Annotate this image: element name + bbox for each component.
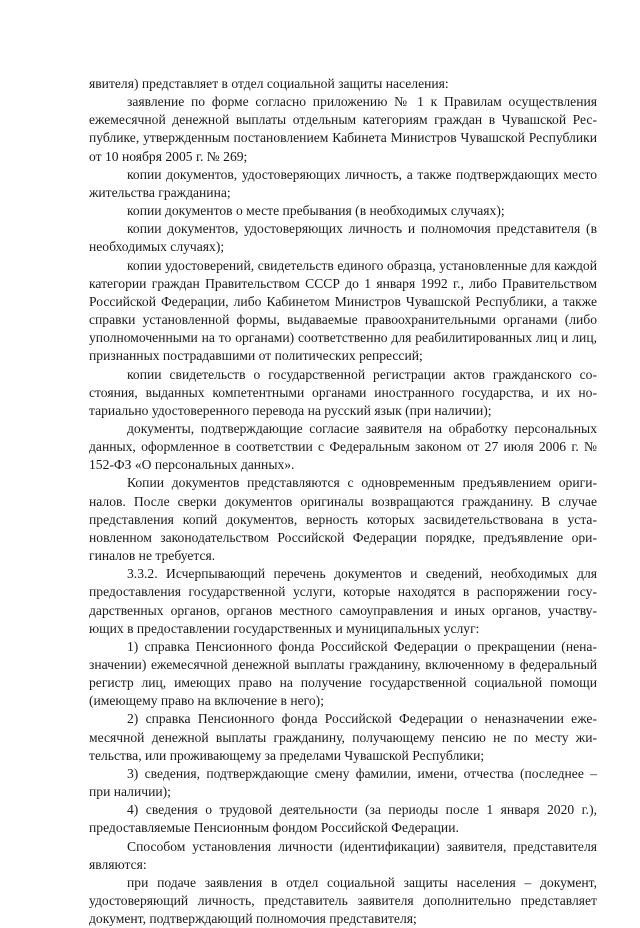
list-item-2: 2) справка Пенсионного фонда Российской Федерации о неназначении ежемесячной денежной выплаты гражданину, получающему пенсию не по месту жительства, или проживающему за пределами Чувашской Республики; [89,711,597,763]
paragraph-identity-copies: копии документов, удостоверяющих личность, а также подтверждающих место жительства гражданина; [89,166,597,200]
paragraph-certificate-copies: копии удостоверений, свидетельств единого образца, установленные для каждой категории граждан Правительством СССР до 1 января 1992 г., либо Правительством Российской Федерации, либо Кабинетом Министров Чувашской Республики, а также справки установленной формы, выдаваемые правоохранительными органами (либо уполномоченными на то органами) соответственно для реабилитированных лиц и лиц, признанных пострадавшими от политических репрессий; [89,257,597,364]
paragraph-originals: Копии документов представляются с одновременным предъявлением оригиналов. После сверки документов оригиналы возвращаются гражданину. В случае представления копий документов, верность которых засвидетельствована в установленном законодательством Российской Федерации порядке, предъявление оригиналов не требуется. [89,475,597,564]
paragraph-stay-copies: копии документов о месте пребывания (в необходимых случаях); [127,203,505,219]
paragraph-application-form: заявление по форме согласно приложению № 1 к Правилам осуществления ежемесячной денежной выплаты отдельным категориям граждан в Чувашской Республике, утвержденным постановлением Кабинета Министров Чувашской Республики от 10 ноября 2005 г. № 269; [89,94,597,164]
paragraph-civil-status-copies: копии свидетельств о государственной регистрации актов гражданского состояния, выданных компетентными органами иностранного государства, и их нотариально удостоверенного перевода на русский язык (при наличии); [89,366,597,418]
paragraph-continuation: явителя) представляет в отдел социальной защиты населения: [89,76,449,91]
list-item-1: 1) справка Пенсионного фонда Российской Федерации о прекращении (неназначении) ежемесячной денежной выплаты гражданину, включенному в федеральный регистр лиц, имеющих право на получение государственной социальной помощи (имеющему право на включение в него); [89,638,597,709]
paragraph-identification-method: Способом установления личности (идентификации) заявителя, представителя являются: [89,838,597,872]
paragraph-submission-in-person: при подаче заявления в отдел социальной защиты населения – документ, удостоверяющий личность, представитель заявителя дополнительно представляет документ, подтверждающий полномочия представителя; [89,874,597,927]
paragraph-personal-data-consent: документы, подтверждающие согласие заявителя на обработку персональных данных, оформленное в соответствии с Федеральным законом от 27 июля 2006 г. № 152-ФЗ «О персональных данных». [89,420,597,473]
paragraph-section-3-3-2: 3.3.2. Исчерпывающий перечень документов и сведений, необходимых для предоставления государственной услуги, которые находятся в распоряжении государственных органов, органов местного самоуправления и иных органов, участвующих в предоставлении государственных и муниципальных услуг: [89,566,597,636]
list-item-4: 4) сведения о трудовой деятельности (за периоды после 1 января 2020 г.), предоставляемые Пенсионным фондом Российской Федерации. [89,802,597,836]
document-body [89,75,597,928]
list-item-3: 3) сведения, подтверждающие смену фамилии, имени, отчества (последнее – при наличии); [89,765,597,800]
paragraph-representative-copies: копии документов, удостоверяющих личность и полномочия представителя (в необходимых случаях); [89,221,597,255]
